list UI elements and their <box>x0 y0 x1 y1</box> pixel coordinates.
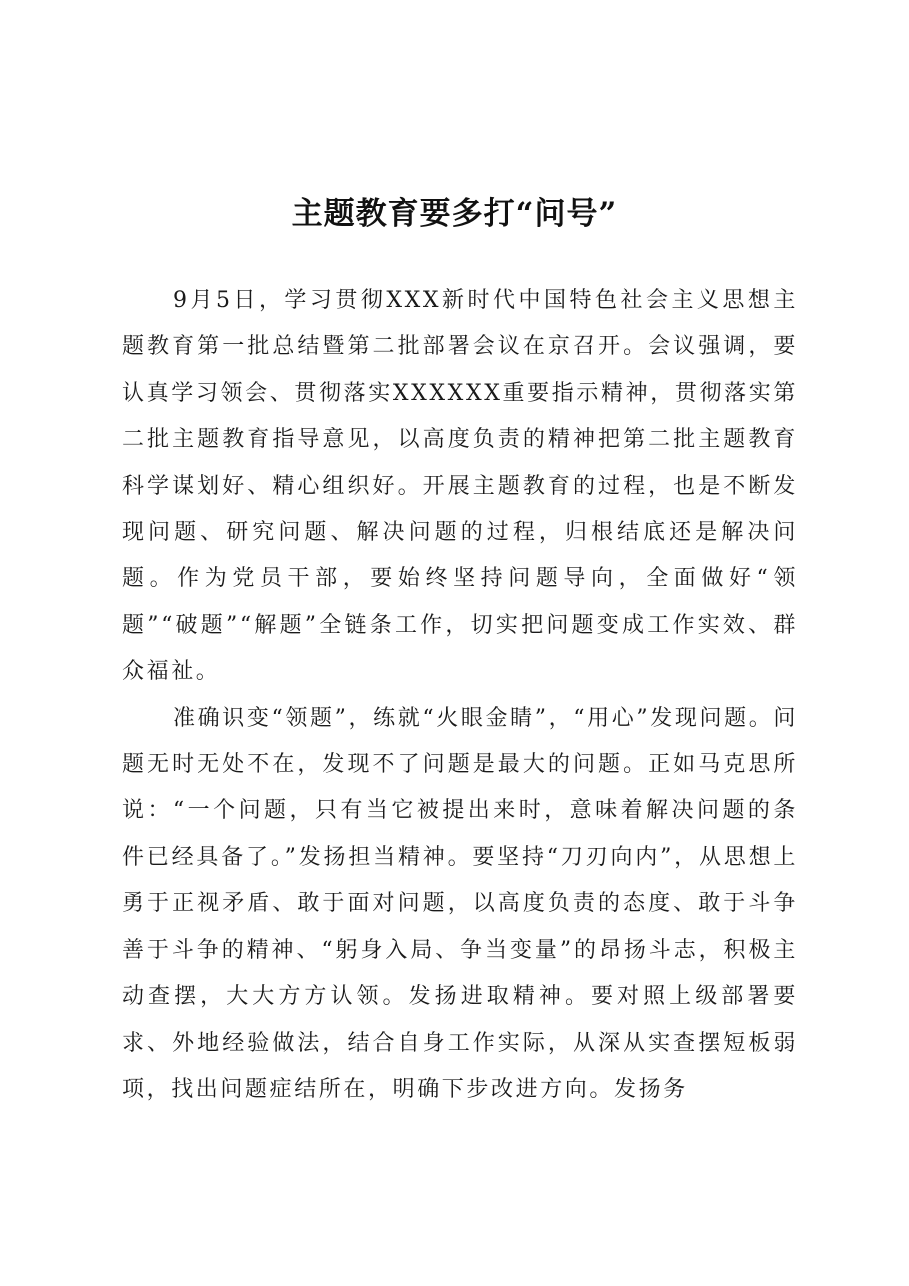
paragraph-2: 准确识变“领题”，练就“火眼金睛”，“用心”发现问题。问题无时无处不在，发现不了问题是最大的问题。正如马克思所说：“一个问题，只有当它被提出来时，意味着解决问题的条件已经具备了。”发扬担当精神。要坚持“刀刃向内”，从思想上勇于正视矛盾、敢于面对问题，以高度负责的态度、敢于斗争善于斗争的精神、“躬身入局、争当变量”的昂扬斗志，积极主动查摆，大大方方认领。发扬进取精神。要对照上级部署要求、外地经验做法，结合自身工作实际，从深从实查摆短板弱项，找出问题症结所在，明确下步改进方向。发扬务 <box>122 705 798 1102</box>
document-title: 主题教育要多打“问号” <box>291 196 618 232</box>
document-body <box>122 278 798 1113</box>
paragraph-1: 9月5日，学习贯彻XXX新时代中国特色社会主义思想主题教育第一批总结暨第二批部署会议在京召开。会议强调，要认真学习领会、贯彻落实XXXXXX重要指示精神，贯彻落实第二批主题教育指导意见，以高度负责的精神把第二批主题教育科学谋划好、精心组织好。开展主题教育的过程，也是不断发现问题、研究问题、解决问题的过程，归根结底还是解决问题。作为党员干部，要始终坚持问题导向，全面做好“领题”“破题”“解题”全链条工作，切实把问题变成工作实效、群众福祉。 <box>122 288 798 685</box>
